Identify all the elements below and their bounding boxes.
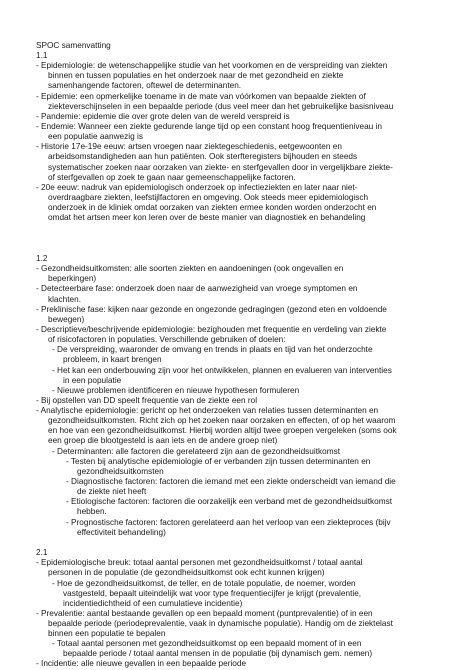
text-line: vastgesteld, bepaalt uiteindelijk wat voor type frequentiecijfer je krijgt (prevalentie, <box>63 589 362 598</box>
text-line: bepaalde periode (periodeprevalentie, vaak in dynamische populatie). Handig om de ziektelast <box>48 619 393 628</box>
text-line: samenhangende factoren, oftewel de determinanten. <box>48 81 242 90</box>
text-line: bepaalde periode / totaal aantal mensen in de populatie (bij dynamisch gem. nemen) <box>63 649 373 658</box>
text-line: ziekteverschijnselen in een bepaalde periode (dus veel meer dan het gebruikelijke basisniveau <box>48 102 394 111</box>
text-line: omdat het artsen meer kon leren over de beste manier van diagnostiek en behandeling <box>48 213 366 222</box>
text-line: de ziekte niet heeft <box>77 487 147 496</box>
text-line: - Analytische epidemiologie: gericht op het onderzoeken van relaties tussen determinanten en <box>36 406 379 415</box>
text-line: - Nieuwe problemen identificeren en nieuwe hypothesen formuleren <box>52 386 300 395</box>
text-line: - Testen bij analytische epidemiologie of er verbanden zijn tussen determinanten en <box>66 457 371 466</box>
text-line: - Epidemie: een opmerkelijke toename in de mate van vóórkomen van bepaalde ziekten of <box>36 92 366 101</box>
text-line: of sterfgevallen op zoek te gaan naar gemeenschappelijke factoren. <box>48 173 296 182</box>
text-line: personen in de populatie (de gezondheidsuitkomst ook echt kunnen krijgen) <box>48 568 325 577</box>
text-line: probleem, in kaart brengen <box>63 355 162 364</box>
text-line: - Historie 17e-19e eeuw: artsen vroegen naar ziektegeschiedenis, eetgewoonten en <box>36 142 342 151</box>
text-line: overdraagbare ziekten, leefstijlfactoren en omgeving. Ook steeds meer epidemiologisch <box>48 193 369 202</box>
text-line: 2.1 <box>36 548 48 557</box>
text-line: SPOC samenvatting <box>36 41 111 50</box>
text-line: bewegen) <box>48 315 85 324</box>
text-line: - Detecteerbare fase: onderzoek doen naar de aanwezigheid van vroege symptomen en <box>36 284 358 293</box>
text-line: - Hoe de gezondheidsuitkomst, de teller, en de totale populatie, de noemer, worden <box>52 579 356 588</box>
text-line: en hoe van een gezondheidsuitkomst. Hierbij worden altijd twee groepen vergeleken (soms ook <box>48 426 397 435</box>
text-line: - Totaal aantal personen met gezondheidsuitkomst op een bepaald moment of in een <box>52 639 362 648</box>
text-line: - Preklinische fase: kijken naar gezonde en ongezonde gedragingen (gezond eten en voldoende <box>36 305 387 314</box>
text-line: - Determinanten: alle factoren die gerelateerd zijn aan de gezondheidsuitkomst <box>52 447 341 456</box>
text-line: een populatie aanwezig is <box>48 132 143 141</box>
text-line: hebben. <box>77 507 107 516</box>
text-line: incidentiedichtheid of een cumulatieve incidentie) <box>63 599 243 608</box>
text-line: - Gezondheidsuitkomsten: alle soorten ziekten en aandoeningen (ook ongevallen en <box>36 264 344 273</box>
text-line: - De verspreiding, waaronder de omvang en trends in plaats en tijd van het onderzochte <box>52 345 373 354</box>
text-line: 1.1 <box>36 51 48 60</box>
text-line: 1.2 <box>36 254 48 263</box>
text-line: klachten. <box>48 295 82 304</box>
text-line: gezondheidsuitkomsten. Richt zich op het zoeken naar oorzaken en effecten, of op het waarom <box>48 416 396 425</box>
text-line: - Diagnostische factoren: factoren die iemand met een ziekte onderscheidt van iemand die <box>66 477 396 486</box>
text-line: - Het kan een onderbouwing zijn voor het ontwikkelen, plannen en evalueren van interventies <box>52 366 392 375</box>
text-line: - Descriptieve/beschrijvende epidemiologie: bezighouden met frequentie en verdeling van ziekte <box>36 325 387 334</box>
text-line: - 20e eeuw: nadruk van epidemiologisch onderzoek op infectieziekten en later naar niet- <box>36 183 358 192</box>
text-line: een groep die blootgesteld is aan iets en de andere groep niet) <box>48 436 278 445</box>
text-line: - Incidentie: alle nieuwe gevallen in een bepaalde periode <box>36 659 247 668</box>
text-line: - Epidemiologie: de wetenschappelijke studie van het voorkomen en de verspreiding van ziekten <box>36 61 388 70</box>
text-line: binnen en tussen populaties en het onderzoek naar de met gezondheid en ziekte <box>48 71 344 80</box>
text-line: - Prognostische factoren: factoren gerelateerd aan het verloop van een ziekteproces (bijv <box>66 518 391 527</box>
text-line: - Pandemie: epidemie die over grote delen van de wereld verspreid is <box>36 112 290 121</box>
text-line: - Epidemiologische breuk: totaal aantal personen met gezondheidsuitkomst / totaal aantal <box>36 558 363 567</box>
text-line: - Prevalentie: aantal bestaande gevallen op een bepaald moment (puntprevalentie) of in een <box>36 609 373 618</box>
text-line: - Etiologische factoren: factoren die oorzakelijk een verband met de gezondheidsuitkomst <box>66 497 393 506</box>
text-line: - Endemie: Wanneer een ziekte gedurende lange tijd op een constant hoog frequentieniveau in <box>36 122 382 131</box>
text-line: gezondheidsuitkomsten <box>77 467 164 476</box>
text-line: onderzoek in de kliniek omdat oorzaken van ziekten ermee konden worden onderzocht en <box>48 203 377 212</box>
text-line: systematischer zoeken naar oorzaken van ziekte- en sterfgevallen door in vergelijkbare ziekte- <box>48 163 393 172</box>
text-line: effectiviteit behandeling) <box>77 528 166 537</box>
text-line: in een populatie <box>63 376 122 385</box>
text-line: beperkingen) <box>48 274 97 283</box>
text-line: binnen een populatie te bepalen <box>48 629 166 638</box>
text-line: - Bij opstellen van DD speelt frequentie van de ziekte een rol <box>36 396 258 405</box>
text-line: of risicofactoren in populaties. Verschillende gebruiken of doelen: <box>48 335 286 344</box>
text-line: arbeidsomstandigheden aan hun patiënten. Ook sterfteregisters bijhouden en steeds <box>48 152 358 161</box>
